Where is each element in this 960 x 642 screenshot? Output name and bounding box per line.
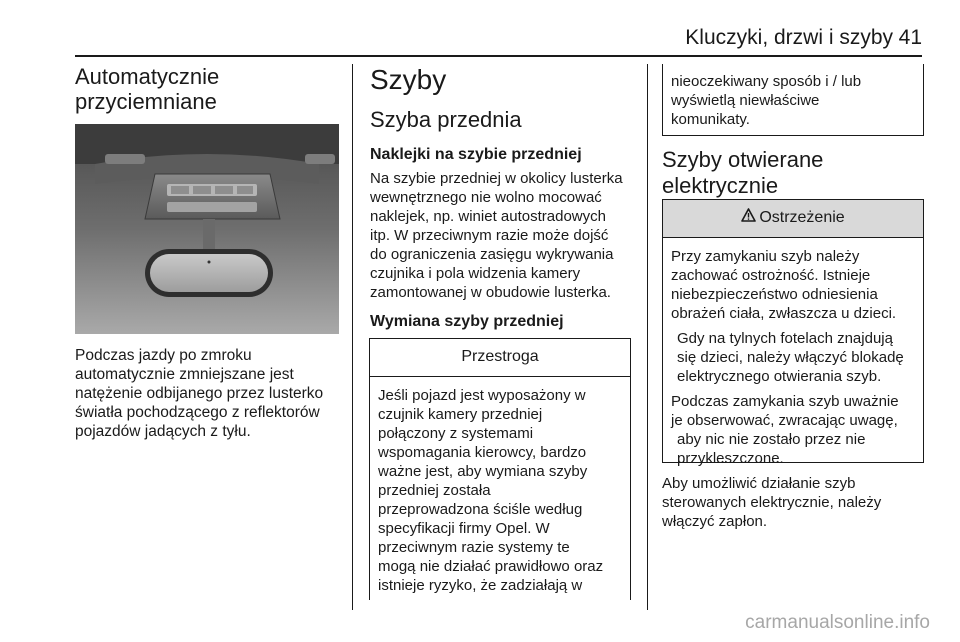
text-line: światła pochodzącego z reflektorów bbox=[75, 404, 320, 421]
text-line: się dzieci, należy włączyć blokadę bbox=[677, 349, 904, 366]
warning-paragraph bbox=[671, 392, 915, 468]
heading-line: elektrycznie bbox=[662, 173, 779, 198]
running-header-title: Kluczyki, drzwi i szyby bbox=[685, 26, 893, 49]
text-line: Aby umożliwić działanie szyb bbox=[662, 475, 856, 492]
text-line: natężenie odbijanego przez lusterko bbox=[75, 385, 324, 402]
warning-body bbox=[663, 238, 923, 468]
text-line: istnieje ryzyko, że zadziałają w bbox=[378, 577, 583, 594]
caution-box bbox=[369, 338, 631, 600]
text-line: mogą nie działać prawidłowo oraz bbox=[378, 558, 604, 575]
stickers-paragraph bbox=[370, 169, 645, 302]
caution-box-continued bbox=[662, 64, 924, 136]
heading-line: Szyby otwierane bbox=[662, 147, 824, 172]
caution-continued-body bbox=[663, 64, 923, 129]
warning-paragraph bbox=[671, 247, 915, 323]
column-divider-right bbox=[647, 64, 648, 610]
subsection-heading: Naklejki na szybie przedniej bbox=[370, 146, 582, 163]
warning-title: Ostrzeżenie bbox=[759, 209, 845, 227]
text-line: do ograniczenia zasięgu wykrywania bbox=[370, 246, 614, 263]
mirror-photo bbox=[75, 124, 339, 334]
text-line: wewnętrznego nie wolno mocować bbox=[370, 189, 602, 206]
text-line: przedniej została bbox=[378, 482, 491, 499]
text-line: pojazdów jadących z tyłu. bbox=[75, 423, 251, 440]
section-subtitle: Szyba przednia bbox=[370, 107, 522, 132]
page-number: 41 bbox=[898, 26, 922, 49]
text-line: nieoczekiwany sposób i / lub bbox=[671, 73, 862, 90]
text-line: wspomagania kierowcy, bardzo bbox=[378, 444, 587, 461]
text-line: niebezpieczeństwo odniesienia bbox=[671, 286, 878, 303]
text-line: naklejek, np. winiet autostradowych bbox=[370, 208, 606, 225]
text-line: automatycznie zmniejszane jest bbox=[75, 366, 294, 383]
caution-body bbox=[370, 377, 630, 595]
text-line: aby nic nie zostało przez nie bbox=[677, 431, 866, 448]
text-line: komunikaty. bbox=[671, 111, 750, 128]
heading-line: przyciemniane bbox=[75, 89, 217, 114]
text-line: Podczas jazdy po zmroku bbox=[75, 347, 252, 364]
section-heading bbox=[662, 147, 823, 199]
text-line: połączony z systemami bbox=[378, 425, 534, 442]
mirror-paragraph bbox=[75, 346, 345, 441]
warning-triangle-icon bbox=[741, 200, 756, 236]
text-line: Jeśli pojazd jest wyposażony w bbox=[378, 387, 586, 404]
text-line: przeciwnym razie systemy te bbox=[378, 539, 570, 556]
text-line: przykleszczone. bbox=[677, 450, 784, 467]
watermark: carmanualsonline.info bbox=[745, 612, 930, 633]
section-heading bbox=[75, 64, 219, 114]
text-line: itp. W przeciwnym razie może dojść bbox=[370, 227, 609, 244]
column-divider-left bbox=[352, 64, 353, 610]
text-line: przeprowadzona ściśle według bbox=[378, 501, 583, 518]
text-line: je obserwować, zwracając uwagę, bbox=[671, 412, 898, 429]
text-line: włączyć zapłon. bbox=[662, 513, 768, 530]
text-line: specyfikacji firmy Opel. W bbox=[378, 520, 550, 537]
rearview-mirror-illustration bbox=[75, 124, 339, 334]
text-line: Na szybie przedniej w okolicy lusterka bbox=[370, 170, 623, 187]
warning-header bbox=[663, 200, 923, 238]
text-line: sterowanych elektrycznie, należy bbox=[662, 494, 882, 511]
text-line: elektrycznego otwierania szyb. bbox=[677, 368, 882, 385]
text-line: ważne jest, aby wymiana szyby bbox=[378, 463, 588, 480]
text-line: czujnik kamery przedniej bbox=[378, 406, 543, 423]
warning-box bbox=[662, 199, 924, 467]
text-line: zachować ostrożność. Istnieje bbox=[671, 267, 871, 284]
header-rule bbox=[75, 55, 922, 57]
chapter-title: Szyby bbox=[370, 64, 447, 95]
text-line: zamontowanej w obudowie lusterka. bbox=[370, 284, 611, 301]
text-line: Gdy na tylnych fotelach znajdują bbox=[677, 330, 893, 347]
text-line: wyświetlą niewłaściwe bbox=[671, 92, 820, 109]
caution-title: Przestroga bbox=[370, 339, 630, 377]
heading-line: Automatycznie bbox=[75, 64, 220, 89]
text-line: Przy zamykaniu szyb należy bbox=[671, 248, 860, 265]
text-line: obrażeń ciała, zwłaszcza u dzieci. bbox=[671, 305, 897, 322]
ignition-paragraph bbox=[662, 474, 932, 531]
text-line: czujnika i pola widzenia kamery bbox=[370, 265, 581, 282]
text-line: Podczas zamykania szyb uważnie bbox=[671, 393, 899, 410]
warning-paragraph bbox=[671, 329, 915, 386]
subsection-heading: Wymiana szyby przedniej bbox=[370, 313, 564, 330]
